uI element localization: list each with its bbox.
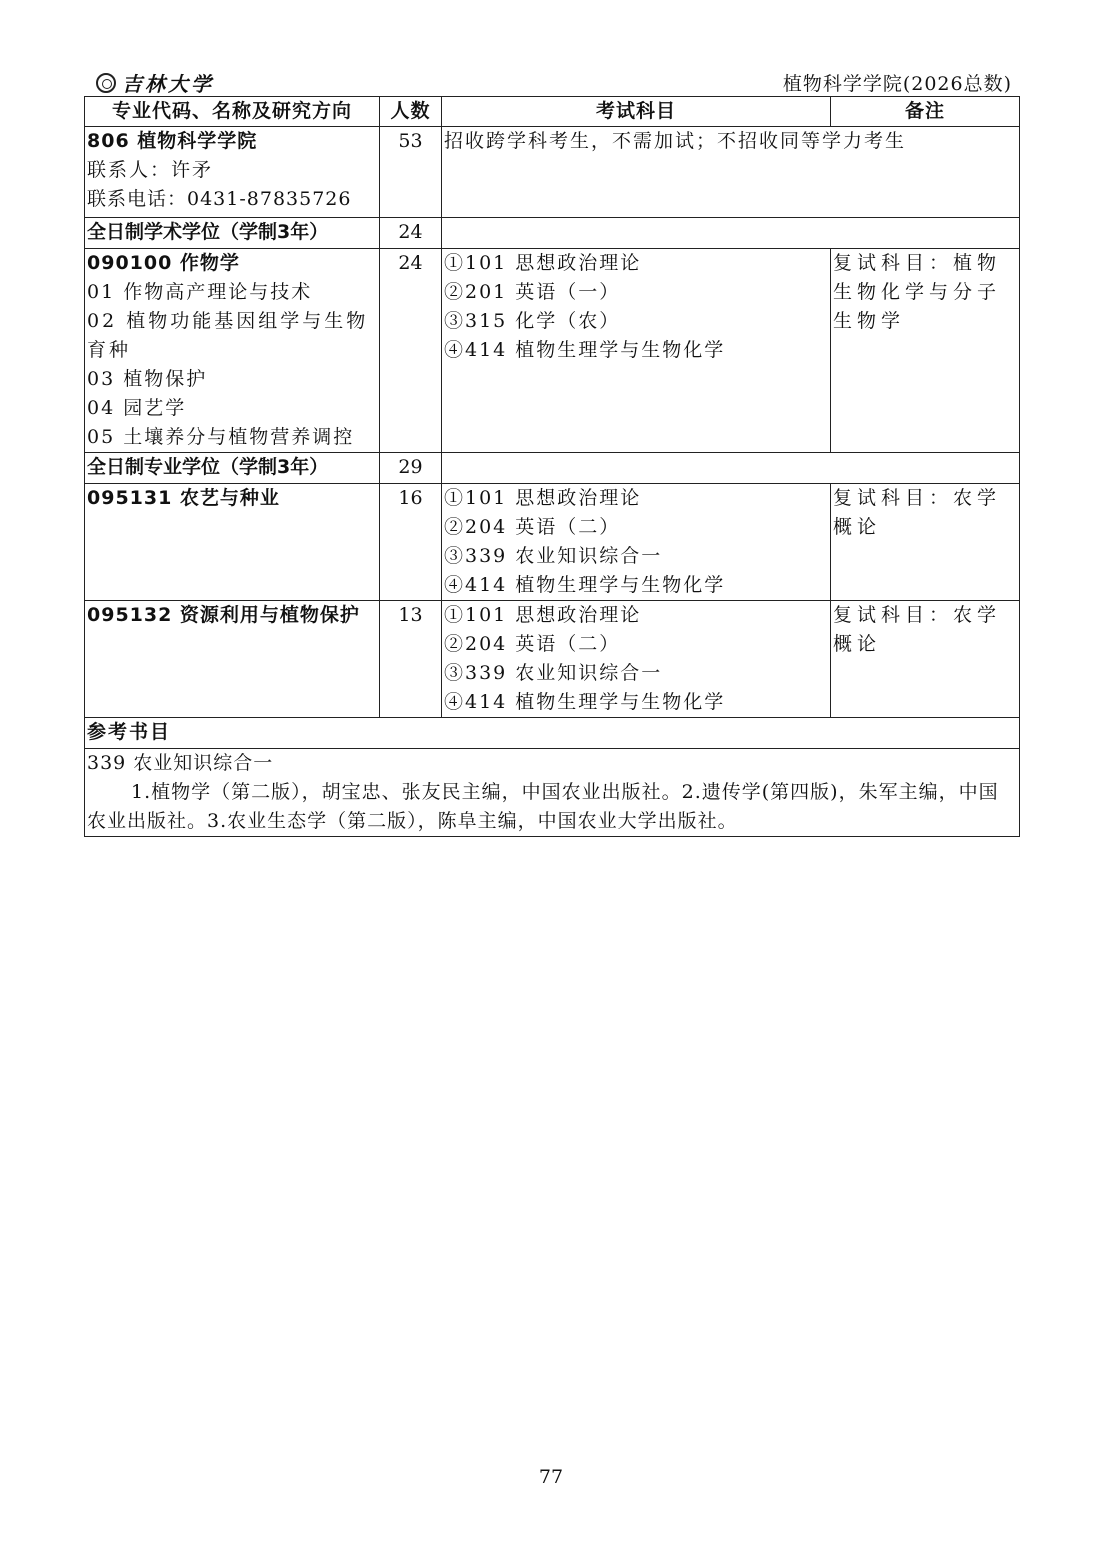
college-info-cell [85,127,380,218]
major-095132-name: 095132 资源利用与植物保护 [85,601,380,718]
college-phone: 联系电话：0431-87835726 [87,188,352,210]
major-095131-note: 复试科目：农学概论 [831,484,1020,601]
college-count: 53 [380,127,442,218]
exam-item: ③339 农业知识综合一 [444,662,663,684]
references-body-row [85,749,1020,837]
references-title-row [85,718,1020,749]
exam-item: ③339 农业知识综合一 [444,545,663,567]
references-text: 1.植物学（第二版），胡宝忠、张友民主编，中国农业出版社。2.遗传学(第四版)，朱军主编，中国农业出版社。3.农业生态学（第二版），陈阜主编，中国农业大学出版社。 [87,781,999,832]
academic-degree-count: 24 [380,218,442,249]
exam-item: ①101 思想政治理论 [444,487,642,509]
professional-degree-title: 全日制专业学位（学制3年） [85,453,380,484]
major-095132-note: 复试科目：农学概论 [831,601,1020,718]
references-subject: 339 农业知识综合一 [87,752,274,774]
direction-item: 05 土壤养分与植物营养调控 [87,426,355,448]
column-header-note: 备注 [831,97,1020,127]
exam-item: ③315 化学（农） [444,310,621,332]
direction-item: 01 作物高产理论与技术 [87,281,313,303]
major-090100-exams [442,249,831,453]
major-095131-exams [442,484,831,601]
admissions-table [84,96,1020,837]
major-095131-count: 16 [380,484,442,601]
page-number: 77 [538,1466,564,1488]
university-seal-icon [96,73,116,93]
direction-item: 03 植物保护 [87,368,208,390]
major-090100-info [85,249,380,453]
academic-degree-title: 全日制学术学位（学制3年） [85,218,380,249]
references-body [85,749,1020,837]
professional-degree-blank [442,453,1020,484]
major-row-090100 [85,249,1020,453]
direction-item: 02 植物功能基因组学与生物育种 [87,310,369,361]
column-header-count: 人数 [380,97,442,127]
exam-item: ④414 植物生理学与生物化学 [444,339,726,361]
exam-item: ①101 思想政治理论 [444,604,642,626]
direction-item: 04 园艺学 [87,397,187,419]
college-contact: 联系人：许矛 [87,159,214,181]
exam-item: ②204 英语（二） [444,516,621,538]
major-090100-count: 24 [380,249,442,453]
academic-degree-row [85,218,1020,249]
references-title: 参考书目 [85,718,1020,749]
exam-item: ④414 植物生理学与生物化学 [444,691,726,713]
page-header [84,66,1018,96]
professional-degree-row [85,453,1020,484]
column-header-exam: 考试科目 [442,97,831,127]
logo-text: 吉林大学 [122,72,214,96]
table-header-row [85,97,1020,127]
exam-item: ②204 英语（二） [444,633,621,655]
major-095132-exams [442,601,831,718]
college-row [85,127,1020,218]
university-logo [96,68,214,97]
column-header-major: 专业代码、名称及研究方向 [85,97,380,127]
major-095132-count: 13 [380,601,442,718]
exam-item: ④414 植物生理学与生物化学 [444,574,726,596]
exam-item: ①101 思想政治理论 [444,252,642,274]
college-note: 招收跨学科考生，不需加试；不招收同等学力考生 [442,127,1020,218]
professional-degree-count: 29 [380,453,442,484]
header-title: 植物科学学院(2026总数) [782,73,1012,95]
major-090100-name: 090100 作物学 [87,252,240,274]
exam-item: ②201 英语（一） [444,281,621,303]
major-row-095132 [85,601,1020,718]
college-name: 806 植物科学学院 [87,130,258,152]
major-090100-note: 复试科目：植物生物化学与分子生物学 [831,249,1020,453]
major-095131-name: 095131 农艺与种业 [85,484,380,601]
major-row-095131 [85,484,1020,601]
academic-degree-blank [442,218,1020,249]
